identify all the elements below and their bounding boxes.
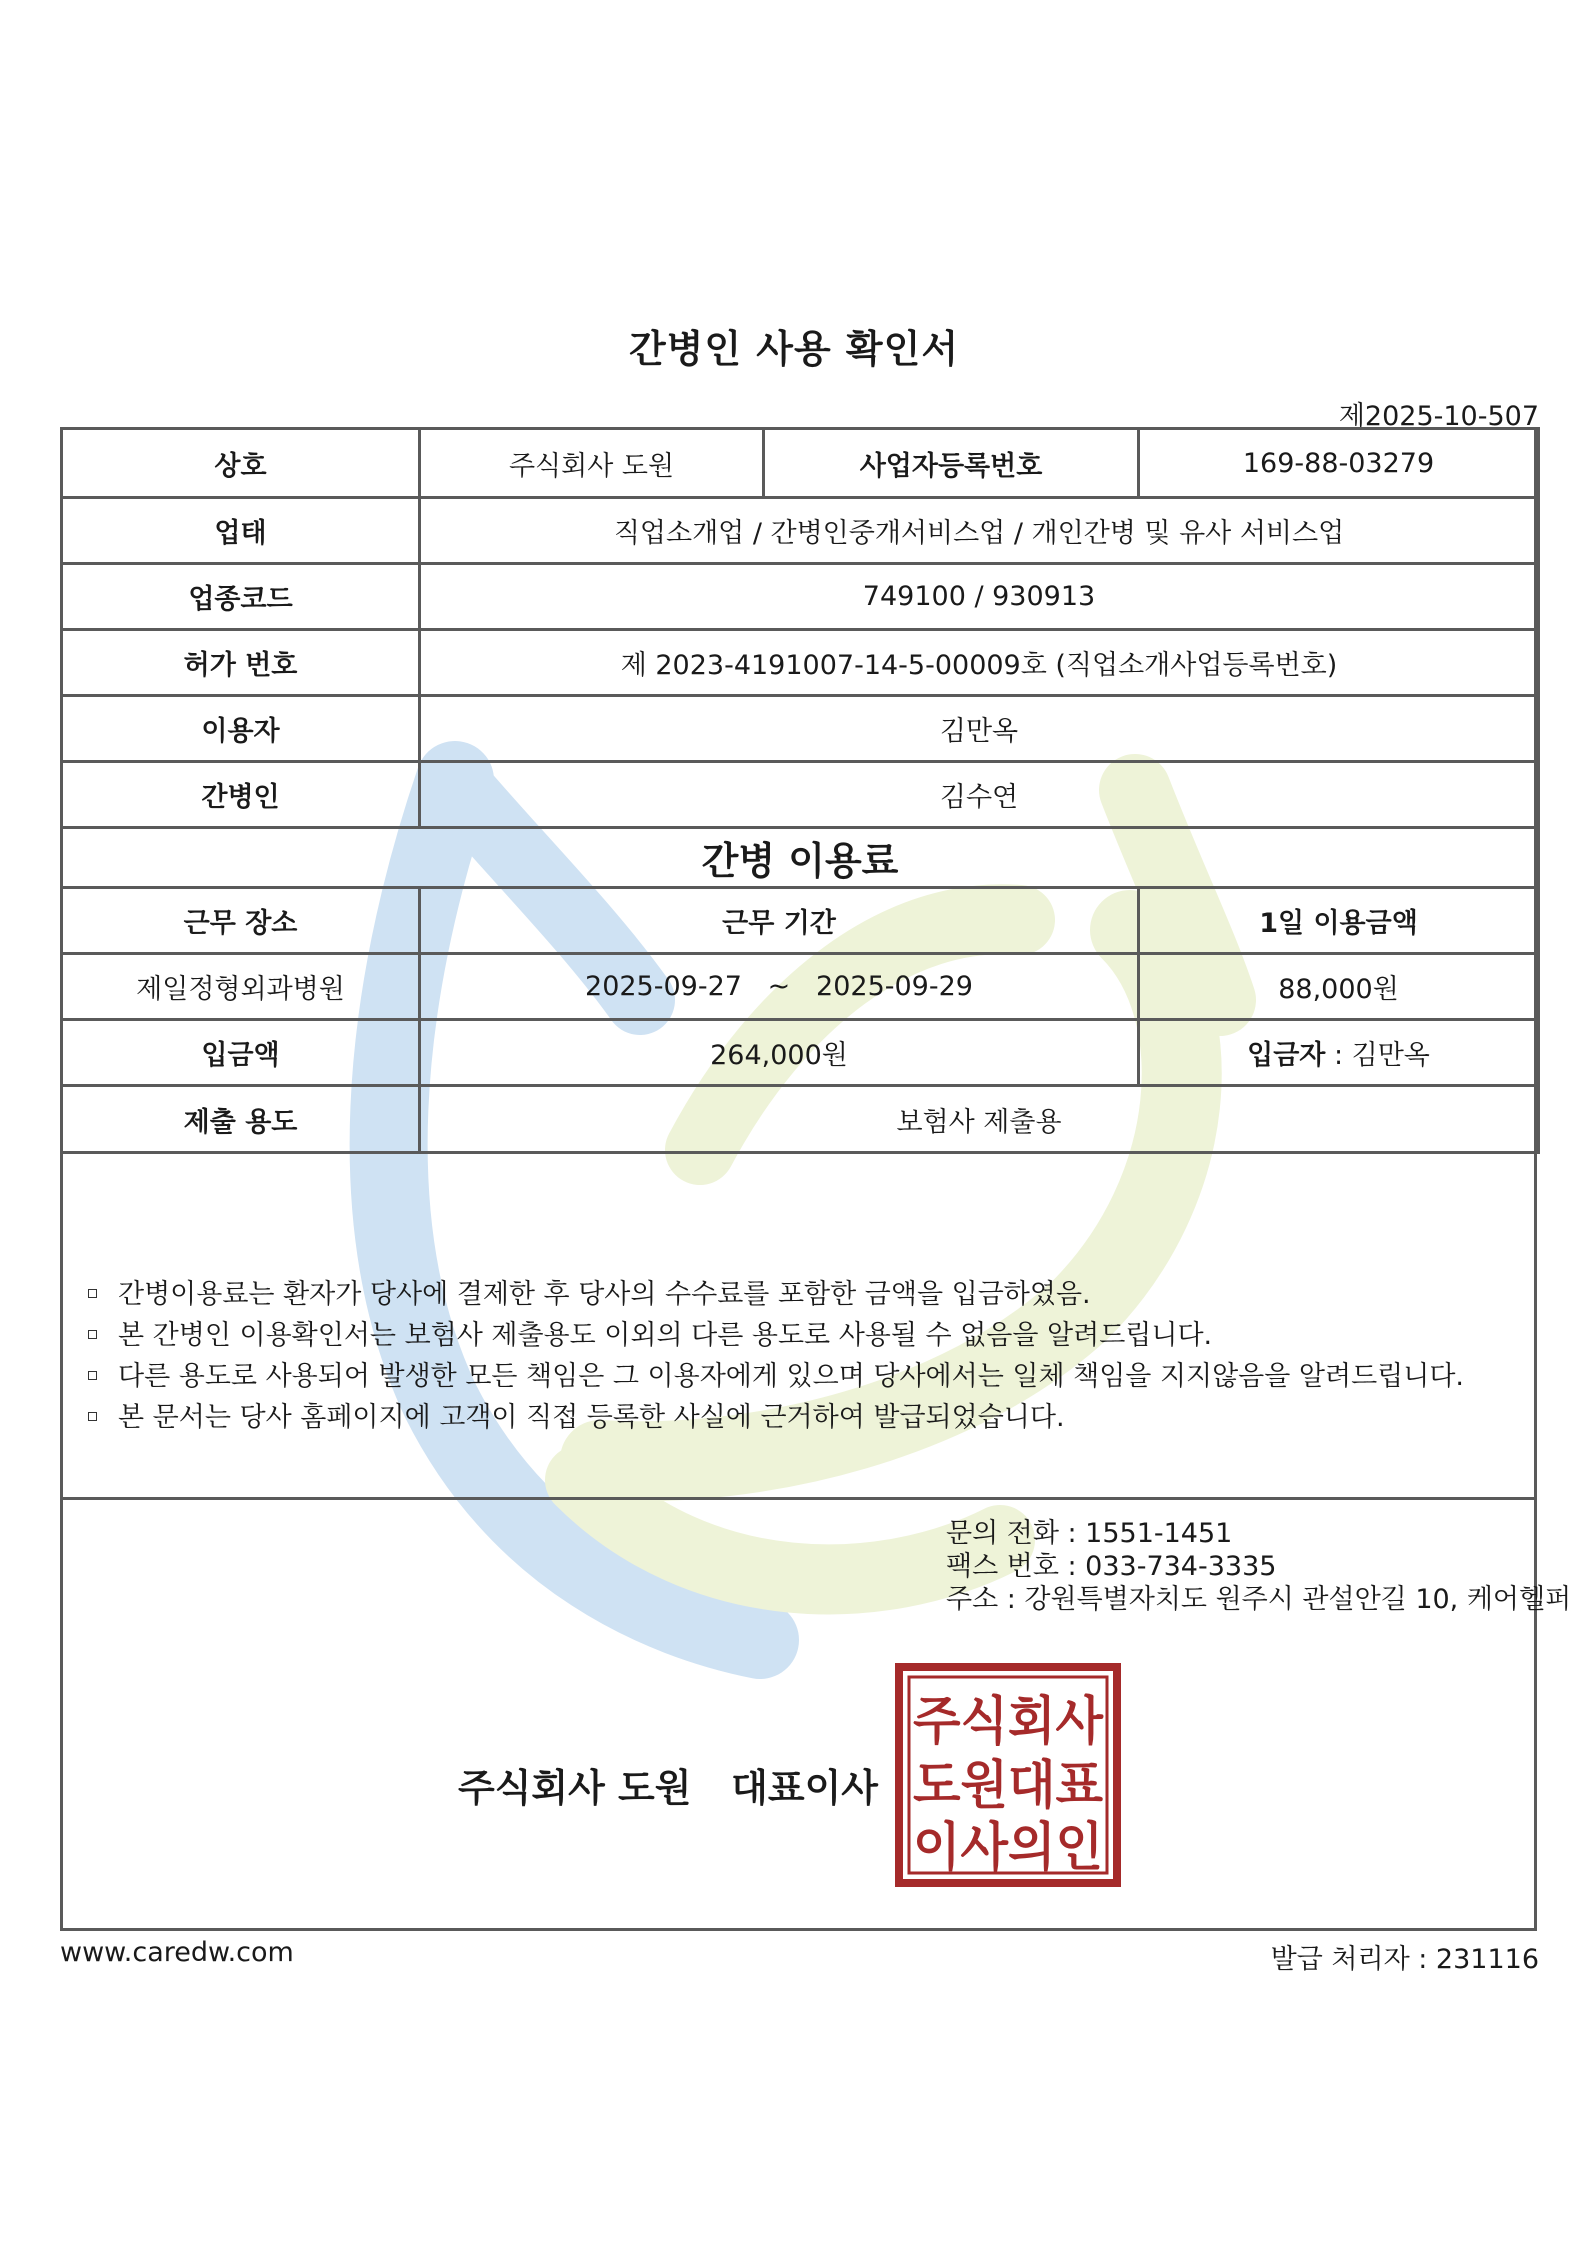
depositor-label: 입금자 [1247, 1040, 1326, 1071]
company-label: 상호 [62, 429, 420, 498]
note-item: 간병이용료는 환자가 당사에 결제한 후 당사의 수수료를 포함한 금액을 입금하였음. [88, 1274, 1464, 1315]
contact-phone: 문의 전화 : 1551-1451 [946, 1518, 1233, 1549]
business-value: 직업소개업 / 간병인중개서비스업 / 개인간병 및 유사 서비스업 [420, 498, 1539, 564]
business-label: 업태 [62, 498, 420, 564]
deposit-label: 입금액 [62, 1020, 420, 1086]
contact-address: 주소 : 강원특별자치도 원주시 관설안길 10, 케어헬퍼 [946, 1584, 1572, 1615]
signer-name: 주식회사 도원 대표이사 [458, 1766, 878, 1810]
license-value: 제 2023-4191007-14-5-00009호 (직업소개사업등록번호) [420, 630, 1539, 696]
purpose-label: 제출 용도 [62, 1086, 420, 1153]
row-business [62, 498, 1539, 564]
svg-text:도원대표: 도원대표 [913, 1756, 1103, 1816]
depositor-value: : 김만옥 [1325, 1040, 1430, 1071]
note-item: 본 간병인 이용확인서는 보험사 제출용도 이외의 다른 용도로 사용될 수 없음을 알려드립니다. [88, 1315, 1464, 1356]
info-table [60, 427, 1540, 1154]
depositor-cell [1139, 1020, 1539, 1086]
row-fee-headers [62, 888, 1539, 954]
purpose-value: 보험사 제출용 [420, 1086, 1539, 1153]
website-link[interactable]: www.caredw.com [60, 1937, 294, 1968]
user-label: 이용자 [62, 696, 420, 762]
row-user [62, 696, 1539, 762]
code-label: 업종코드 [62, 564, 420, 630]
row-license [62, 630, 1539, 696]
period-value [420, 954, 1139, 1020]
row-company [62, 429, 1539, 498]
row-deposit [62, 1020, 1539, 1086]
place-value: 제일정형외과병원 [62, 954, 420, 1020]
note-item: 다른 용도로 사용되어 발생한 모든 책임은 그 이용자에게 있으며 당사에서는 일체 책임을 지지않음을 알려드립니다. [88, 1356, 1464, 1397]
contact-info [946, 1517, 1571, 1616]
place-label: 근무 장소 [62, 888, 420, 954]
bizreg-label: 사업자등록번호 [764, 429, 1139, 498]
document-title: 간병인 사용 확인서 [628, 327, 960, 371]
svg-text:이사의인: 이사의인 [913, 1818, 1103, 1878]
license-label: 허가 번호 [62, 630, 420, 696]
issuer-id: 발급 처리자 : 231116 [1270, 1944, 1539, 1975]
daily-value: 88,000원 [1139, 954, 1539, 1020]
period-value-text: 2025-09-27 ~ 2025-09-29 [585, 971, 973, 1002]
caregiver-value: 김수연 [420, 762, 1539, 828]
row-caregiver [62, 762, 1539, 828]
row-fee-values [62, 954, 1539, 1020]
row-code [62, 564, 1539, 630]
daily-label: 1일 이용금액 [1139, 888, 1539, 954]
bizreg-value: 169-88-03279 [1139, 429, 1539, 498]
caregiver-label: 간병인 [62, 762, 420, 828]
user-value: 김만옥 [420, 696, 1539, 762]
row-fee-title [62, 828, 1539, 888]
document-number: 제2025-10-507 [1338, 401, 1539, 432]
row-purpose [62, 1086, 1539, 1153]
fee-section-title: 간병 이용료 [62, 828, 1539, 888]
note-item: 본 문서는 당사 홈페이지에 고객이 직접 등록한 사실에 근거하여 발급되었습니다. [88, 1397, 1464, 1438]
section-divider [60, 1497, 1537, 1500]
notes-list [88, 1274, 1464, 1438]
company-seal-icon [895, 1663, 1121, 1887]
period-label: 근무 기간 [420, 888, 1139, 954]
deposit-value: 264,000원 [420, 1020, 1139, 1086]
contact-fax: 팩스 번호 : 033-734-3335 [946, 1551, 1277, 1582]
svg-text:주식회사: 주식회사 [913, 1692, 1104, 1752]
company-value: 주식회사 도원 [420, 429, 764, 498]
code-value: 749100 / 930913 [420, 564, 1539, 630]
